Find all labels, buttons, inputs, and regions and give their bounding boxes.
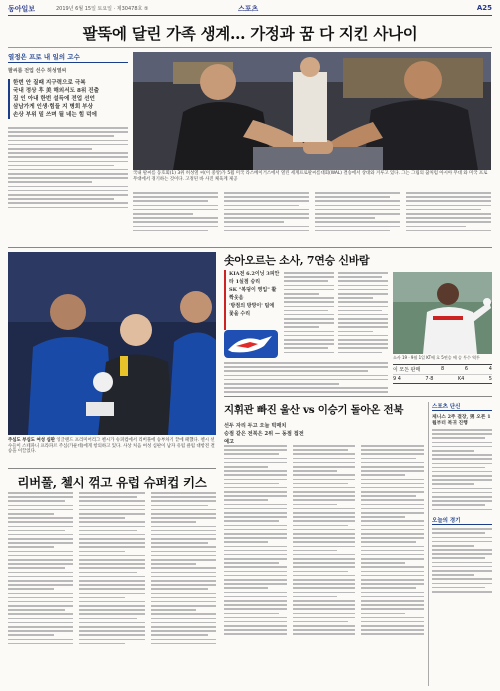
stats-cell: 이 모든 판매 (393, 367, 421, 373)
armwrestling-photo-caption (133, 171, 491, 182)
sidebar-divider (428, 402, 429, 686)
feature-body-text (8, 127, 128, 208)
sosa-headline[interactable]: 솟아오르는 소사, 7연승 신바람 (224, 254, 370, 267)
feature-subhead: 국내 정상 후 美 해외서도 8위 진출 (13, 88, 100, 94)
photo-caption-text: 국내 팔씨름 동호회(1) 3위 허성열 씨(이 중앙)가 5월 미국 라스베이거스에서 열린 세계프로팔씨름대회(WAL) 결승에서 상대와 겨루고 있다. 그는 그림의 꿈처럼 아시아 무대 와 미국 프로 무대에서 경기하는 것이다. 고정된 바 사진 체육계 제공 (133, 171, 488, 182)
sosa-stats-table (393, 364, 492, 384)
stats-cell: 7·8 (425, 376, 434, 382)
stats-cell: 8 (441, 366, 445, 372)
sosa-subhead-1: KIA전 6.2이닝 3피안타 1실점 승리 (229, 271, 280, 285)
feature-column (8, 52, 128, 244)
feature-kicker: 열정은 프로 내 일의 고수 (8, 52, 128, 63)
ulsan-subhead-1: 선두 자리 두고 오늘 빅매치 (224, 423, 287, 429)
liverpool-body-columns (8, 492, 216, 686)
ulsan-subhead-2: 승점 같은 전북은 2위 — 동점 접전 예고 (224, 431, 304, 445)
ulsan-headline[interactable]: 지휘관 빠진 울산 vs 이승기 돌아온 전북 (224, 404, 404, 416)
brief-item-title[interactable]: 제니스 2주 결장, 男 오픈 1월부터 복귀 진행 (432, 414, 491, 426)
stats-row (393, 374, 492, 384)
ulsan-body-columns (224, 445, 424, 685)
stats-cell: 9 4 (393, 376, 401, 382)
today-games-title[interactable]: 오늘의 경기 (432, 516, 492, 525)
feature-subheads (8, 79, 128, 119)
sosa-body-col-2 (338, 272, 388, 353)
soccer-caption-text: 잉글랜드 프리미어리그 첼시가 슈퍼컵에서 리버풀에 승부차기 끝에 패했다. 첼시 선수들이 스테파니 프라파르 주심(가운데)에게 항의하고 있다. 사상 처음 여성 심판이 남자 유럽 클럽 대항전 결승을 이끌었다. (8, 438, 215, 455)
feature-subhead: 삼남가게 인생·힘들 지 병회 부상 (13, 104, 93, 110)
newspaper-logo: 동아일보 (8, 4, 36, 13)
feature-kicker-sub: 팔씨름 전업 선수 허성열씨 (8, 68, 67, 74)
stats-cell: 5 (488, 376, 492, 382)
soccer-caption-bold: 주심도 부심도 여성 심판 (8, 438, 56, 443)
stats-cell: 4 (488, 366, 492, 372)
sosa-subheads (224, 270, 280, 330)
sosa-photo (393, 272, 492, 354)
page-headline[interactable]: 팔뚝에 달린 가족 생계… 가정과 꿈 다 지킨 사나이 (8, 20, 492, 48)
sosa-article (224, 252, 492, 268)
masthead (8, 4, 492, 16)
ulsan-subheads (224, 422, 308, 446)
liverpool-headline[interactable]: 리버풀, 첼시 꺾고 유럽 슈퍼컵 키스 (8, 468, 216, 491)
sk-logo (224, 330, 278, 358)
feature-subhead: 손상 부위 밑 쓰며 될 네는 힘 덕에 (13, 112, 97, 118)
feature-body-columns (133, 192, 491, 244)
section-name: 스포츠 (238, 5, 259, 13)
briefs-title[interactable]: 스포츠 단신 (432, 402, 492, 411)
sports-briefs (432, 402, 492, 593)
soccer-photo (8, 252, 216, 435)
sosa-subhead-2: SK "복덩이 영입" 활짝웃음 (229, 287, 277, 301)
issue-date: 2019년 6월 15일 토요일 · 제30478호 ⑤ (56, 6, 149, 12)
feature-subhead: 집 인 아내 한번 설득에 전업 선언 (13, 96, 95, 102)
divider (224, 396, 492, 397)
brief-body (432, 429, 492, 510)
sosa-body-bottom (224, 362, 388, 393)
sosa-photo-caption: 소사 19 · 9월 1일 KT에 호 5연승 에 승 투수 역투 (393, 355, 480, 360)
sosa-subhead-3: '방점의 방망이' 팀에 꽃을 수리 (229, 303, 275, 317)
stats-cell: K4 (457, 376, 465, 382)
stats-cell: 6 (464, 366, 469, 372)
soccer-photo-caption (8, 438, 216, 455)
armwrestling-photo (133, 52, 491, 170)
stats-row (393, 364, 492, 374)
divider (8, 247, 492, 248)
today-games-list (432, 528, 492, 592)
feature-subhead: 한번 안 질때 지구력으로 극복 (13, 80, 86, 86)
page-number: A25 (476, 4, 492, 12)
sosa-body-col-1 (284, 272, 334, 353)
